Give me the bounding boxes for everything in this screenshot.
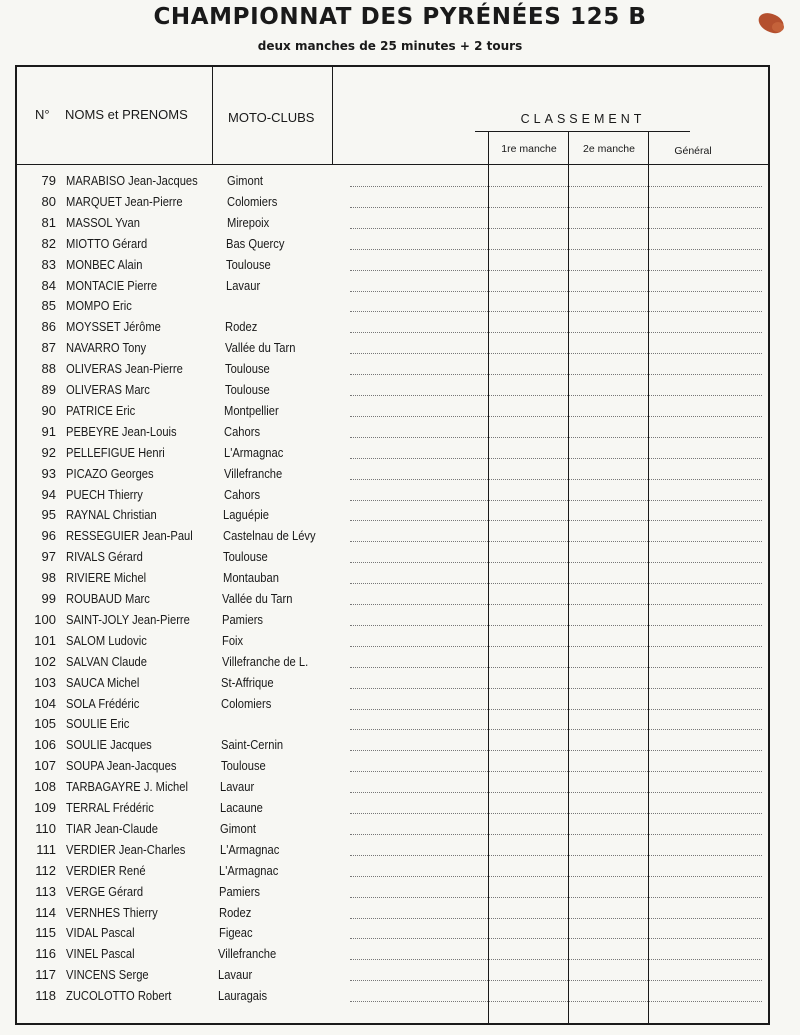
rider-name: OLIVERAS Jean-Pierre xyxy=(66,361,183,377)
moto-club: Toulouse xyxy=(220,758,266,774)
rider-number: 111 xyxy=(36,841,56,857)
rider-name: TARBAGAYRE J. Michel xyxy=(66,779,188,795)
header-bottom-rule xyxy=(16,164,769,165)
rider-name: TERRAL Frédéric xyxy=(66,800,154,815)
moto-club: Cahors xyxy=(224,423,261,439)
dotted-result-line xyxy=(350,980,762,981)
rider-number: 89 xyxy=(41,382,56,397)
rider-name: RESSEGUIER Jean-Paul xyxy=(66,528,193,544)
rider-name: NAVARRO Tony xyxy=(66,340,147,356)
dotted-result-line xyxy=(350,709,762,710)
table-row xyxy=(0,194,800,215)
rider-number: 91 xyxy=(41,423,56,439)
table-row xyxy=(0,445,800,466)
moto-club: Toulouse xyxy=(226,256,271,272)
rider-name: MOMPO Eric xyxy=(66,298,132,314)
dotted-result-line xyxy=(350,604,762,605)
header-names: NOMS et PRENOMS xyxy=(65,107,188,122)
rider-number: 103 xyxy=(34,674,56,690)
dotted-result-line xyxy=(350,437,762,438)
table-row xyxy=(0,988,800,1009)
table-row xyxy=(0,967,800,988)
rider-number: 85 xyxy=(41,298,56,314)
table-row xyxy=(0,361,800,382)
rider-name: MIOTTO Gérard xyxy=(66,235,148,251)
header-num: N° xyxy=(35,107,50,122)
header-classement: CLASSEMENT xyxy=(520,112,646,126)
moto-club: Montpellier xyxy=(224,402,280,418)
rider-name: RIVALS Gérard xyxy=(66,549,143,565)
table-row xyxy=(0,905,800,926)
dotted-result-line xyxy=(350,750,762,751)
rider-number: 100 xyxy=(34,611,56,627)
dotted-result-line xyxy=(350,792,762,793)
rider-name: MOYSSET Jérôme xyxy=(66,319,161,335)
dotted-result-line xyxy=(350,938,762,939)
rider-number: 114 xyxy=(35,904,56,920)
dotted-result-line xyxy=(350,500,762,501)
rider-number: 86 xyxy=(41,319,56,335)
header-clubs: MOTO-CLUBS xyxy=(228,110,315,125)
table-row xyxy=(0,215,800,236)
table-row xyxy=(0,737,800,758)
rider-number: 82 xyxy=(41,235,56,251)
table-row xyxy=(0,257,800,278)
moto-club: Lavaur xyxy=(220,779,255,795)
table-row xyxy=(0,696,800,717)
table-row xyxy=(0,779,800,800)
rider-name: VERNHES Thierry xyxy=(66,904,158,920)
rider-number: 115 xyxy=(35,925,56,941)
rider-number: 81 xyxy=(41,214,56,230)
rider-number: 117 xyxy=(35,967,56,983)
dotted-result-line xyxy=(350,395,762,396)
moto-club: Vallée du Tarn xyxy=(222,591,293,606)
rider-number: 113 xyxy=(35,883,56,899)
rider-name: ROUBAUD Marc xyxy=(66,591,150,606)
table-row xyxy=(0,925,800,946)
rider-name: PICAZO Georges xyxy=(66,465,154,481)
rider-name: SOUPA Jean-Jacques xyxy=(66,758,177,774)
dotted-result-line xyxy=(350,458,762,459)
rider-number: 110 xyxy=(35,820,56,836)
rider-name: MARQUET Jean-Pierre xyxy=(66,193,183,209)
rider-number: 97 xyxy=(41,549,56,565)
rider-name: SALVAN Claude xyxy=(66,653,148,669)
rider-name: SAINT-JOLY Jean-Pierre xyxy=(66,611,190,627)
header-manche1: 1re manche xyxy=(501,143,557,155)
moto-club: Foix xyxy=(221,632,244,648)
table-row xyxy=(0,424,800,445)
moto-club: Toulouse xyxy=(224,361,270,377)
dotted-result-line xyxy=(350,1001,762,1002)
moto-club: Mirepoix xyxy=(226,214,269,230)
rider-number: 99 xyxy=(41,591,56,606)
dotted-result-line xyxy=(350,186,762,187)
dotted-result-line xyxy=(350,834,762,835)
classement-underline xyxy=(475,131,690,132)
rider-number: 101 xyxy=(34,632,56,648)
dotted-result-line xyxy=(350,291,762,292)
table-row xyxy=(0,800,800,821)
rider-name: VINEL Pascal xyxy=(66,946,135,962)
rider-name: VERGE Gérard xyxy=(66,883,144,899)
rider-name: PEBEYRE Jean-Louis xyxy=(66,423,177,439)
page-title: CHAMPIONNAT DES PYRÉNÉES 125 B xyxy=(153,4,647,30)
dotted-result-line xyxy=(350,855,762,856)
moto-club: Figeac xyxy=(218,925,253,941)
table-row xyxy=(0,487,800,508)
rider-number: 102 xyxy=(34,653,56,669)
rider-name: MONTACIE Pierre xyxy=(66,277,158,293)
table-row xyxy=(0,570,800,591)
moto-club: Pamiers xyxy=(219,883,261,899)
dotted-result-line xyxy=(350,667,762,668)
moto-club: Rodez xyxy=(225,319,258,335)
moto-club: Castelnau de Lévy xyxy=(223,528,316,544)
rider-number: 90 xyxy=(41,402,56,418)
moto-club: Toulouse xyxy=(224,382,270,397)
table-row xyxy=(0,946,800,967)
table-row xyxy=(0,842,800,863)
rider-name: RIVIERE Michel xyxy=(66,570,147,586)
moto-club: Lacaune xyxy=(220,800,263,815)
table-row xyxy=(0,340,800,361)
rider-number: 87 xyxy=(41,340,56,356)
rider-name: SAUCA Michel xyxy=(66,674,140,690)
dotted-result-line xyxy=(350,583,762,584)
rider-name: MARABISO Jean-Jacques xyxy=(66,173,198,188)
rider-name: RAYNAL Christian xyxy=(66,507,157,523)
table-row xyxy=(0,716,800,737)
table-row xyxy=(0,821,800,842)
dotted-result-line xyxy=(350,897,762,898)
dotted-result-line xyxy=(350,688,762,689)
table-row xyxy=(0,298,800,319)
rider-name: PATRICE Eric xyxy=(66,402,136,418)
rider-name: VINCENS Serge xyxy=(66,967,149,983)
column-divider-names xyxy=(212,66,213,164)
dotted-result-line xyxy=(350,479,762,480)
moto-club: Gimont xyxy=(219,820,256,836)
table-row xyxy=(0,863,800,884)
header-general: Général xyxy=(674,145,712,157)
dotted-result-line xyxy=(350,876,762,877)
moto-club: Villefranche xyxy=(223,465,282,481)
dotted-result-line xyxy=(350,207,762,208)
dotted-result-line xyxy=(350,771,762,772)
rider-number: 105 xyxy=(34,716,56,732)
moto-club: Saint-Cernin xyxy=(220,737,283,753)
rider-name: VIDAL Pascal xyxy=(66,925,135,941)
rider-number: 95 xyxy=(41,507,56,523)
dotted-result-line xyxy=(350,249,762,250)
rider-name: SALOM Ludovic xyxy=(66,632,147,648)
moto-club: L'Armagnac xyxy=(219,841,279,857)
table-row xyxy=(0,758,800,779)
moto-club: Colomiers xyxy=(221,695,272,711)
dotted-result-line xyxy=(350,228,762,229)
dotted-result-line xyxy=(350,374,762,375)
dotted-result-line xyxy=(350,625,762,626)
rider-name: SOLA Frédéric xyxy=(66,695,140,711)
dotted-result-line xyxy=(350,541,762,542)
moto-club: Villefranche xyxy=(218,946,277,962)
moto-club: Lauragais xyxy=(218,988,268,1004)
moto-club: Lavaur xyxy=(218,967,253,983)
table-row xyxy=(0,173,800,194)
table-row xyxy=(0,236,800,257)
table-row xyxy=(0,675,800,696)
rider-name: VERDIER Jean-Charles xyxy=(66,841,186,857)
table-row xyxy=(0,549,800,570)
table-row xyxy=(0,528,800,549)
table-row xyxy=(0,612,800,633)
rider-name: TIAR Jean-Claude xyxy=(66,820,158,836)
rider-number: 104 xyxy=(34,695,56,711)
moto-club: Pamiers xyxy=(222,611,264,627)
rider-number: 93 xyxy=(41,465,56,481)
table-row xyxy=(0,382,800,403)
column-divider-clubs xyxy=(332,66,333,164)
dotted-result-line xyxy=(350,311,762,312)
table-row xyxy=(0,884,800,905)
rider-number: 116 xyxy=(35,946,56,962)
rider-number: 80 xyxy=(41,193,56,209)
rider-number: 92 xyxy=(41,444,56,460)
rider-number: 98 xyxy=(41,570,56,586)
moto-club: Bas Quercy xyxy=(226,235,285,251)
moto-club: L'Armagnac xyxy=(224,444,284,460)
rider-name: SOULIE Eric xyxy=(66,716,130,732)
table-row xyxy=(0,319,800,340)
rider-name: PUECH Thierry xyxy=(66,486,143,502)
moto-club: Cahors xyxy=(223,486,260,502)
moto-club: Colomiers xyxy=(226,193,278,209)
rider-name: VERDIER René xyxy=(66,862,146,878)
moto-club: Montauban xyxy=(222,570,279,586)
moto-club: Villefranche de L. xyxy=(221,653,308,669)
rider-number: 109 xyxy=(34,800,56,815)
rider-name: MASSOL Yvan xyxy=(66,214,140,230)
rider-name: SOULIE Jacques xyxy=(66,737,152,753)
moto-club: Gimont xyxy=(227,173,264,188)
page-subtitle: deux manches de 25 minutes + 2 tours xyxy=(257,39,523,53)
dotted-result-line xyxy=(350,270,762,271)
rider-number: 106 xyxy=(34,737,56,753)
table-row xyxy=(0,403,800,424)
rider-number: 107 xyxy=(34,758,56,774)
table-row xyxy=(0,278,800,299)
rider-number: 96 xyxy=(41,528,56,544)
dotted-result-line xyxy=(350,646,762,647)
rider-number: 94 xyxy=(41,486,56,502)
rider-name: MONBEC Alain xyxy=(66,256,143,272)
dotted-result-line xyxy=(350,959,762,960)
rider-name: ZUCOLOTTO Robert xyxy=(66,988,172,1004)
dotted-result-line xyxy=(350,353,762,354)
moto-club: Toulouse xyxy=(222,549,268,565)
dotted-result-line xyxy=(350,813,762,814)
dotted-result-line xyxy=(350,562,762,563)
rider-number: 83 xyxy=(41,256,56,272)
moto-club: Vallée du Tarn xyxy=(225,340,296,356)
moto-club: L'Armagnac xyxy=(219,862,279,878)
dotted-result-line xyxy=(350,332,762,333)
table-row xyxy=(0,466,800,487)
dotted-result-line xyxy=(350,416,762,417)
header-manche2: 2e manche xyxy=(583,143,635,155)
dotted-result-line xyxy=(350,918,762,919)
rider-number: 108 xyxy=(34,779,56,795)
rider-number: 88 xyxy=(41,361,56,377)
dotted-result-line xyxy=(350,520,762,521)
rider-name: OLIVERAS Marc xyxy=(66,382,150,397)
rider-number: 84 xyxy=(41,277,56,293)
table-row xyxy=(0,591,800,612)
dotted-result-line xyxy=(350,729,762,730)
table-row xyxy=(0,654,800,675)
moto-club: St-Affrique xyxy=(221,674,275,690)
rider-name: PELLEFIGUE Henri xyxy=(66,444,165,460)
table-row xyxy=(0,633,800,654)
moto-club: Rodez xyxy=(218,904,252,920)
rider-number: 79 xyxy=(41,173,56,188)
moto-club: Lavaur xyxy=(225,277,261,293)
moto-club: Laguépie xyxy=(223,507,270,523)
rider-number: 112 xyxy=(35,862,56,878)
rider-number: 118 xyxy=(35,988,56,1004)
table-row xyxy=(0,507,800,528)
